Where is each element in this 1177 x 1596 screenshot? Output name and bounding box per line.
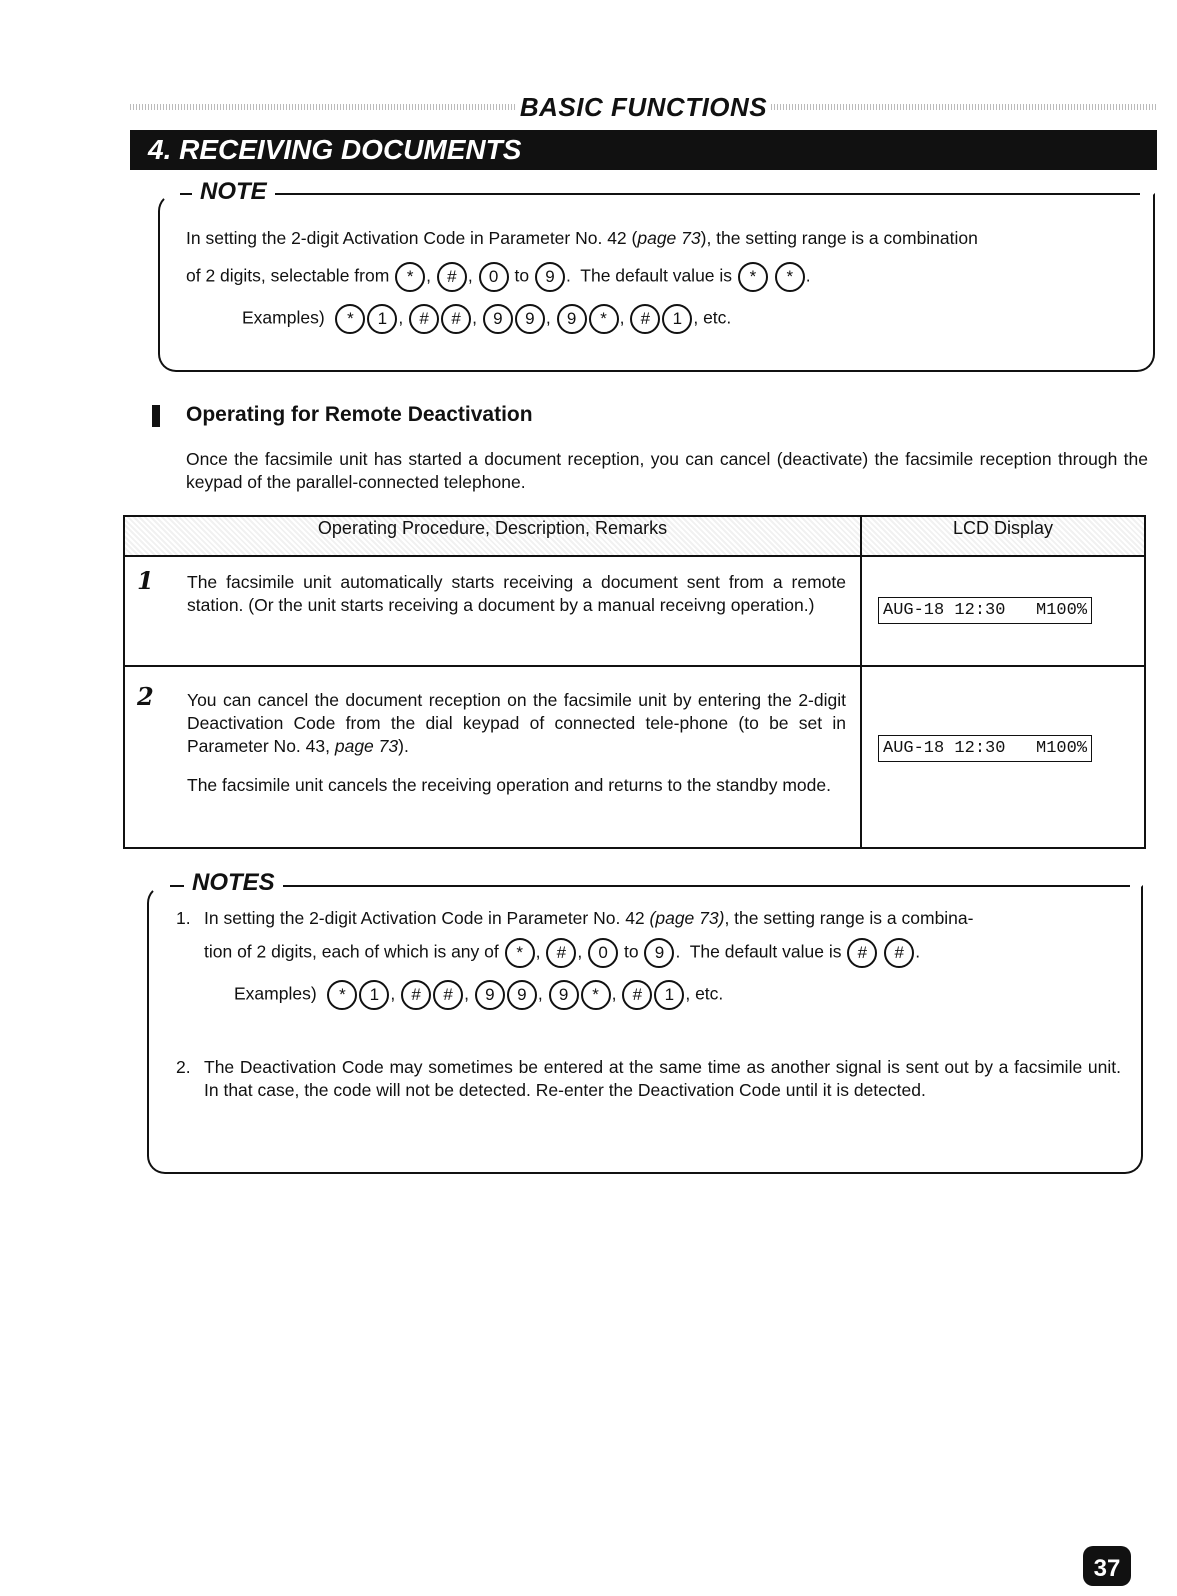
chapter-title: 4. RECEIVING DOCUMENTS xyxy=(130,130,1157,170)
text: In setting the 2-digit Activation Code in Parameter No. 42 ( xyxy=(186,228,638,248)
text: Examples) xyxy=(234,983,317,1004)
note-text: In setting the 2-digit Activation Code in Parameter No. 42 (page 73), the setting range is a combination of 2 digits, selectable from * , # , 0 to 9 . The default value is * * . Examples) * 1 , # # , 9 9 , 9 * , # 1 , etc. xyxy=(186,226,1146,334)
key-icon: * xyxy=(335,304,365,334)
key-icon: 9 xyxy=(507,980,537,1010)
star-key-icon: * xyxy=(775,262,805,292)
text: , the setting range is a combina- xyxy=(724,908,974,928)
page-number: 37 xyxy=(1083,1546,1131,1586)
hash-key-icon: # xyxy=(437,262,467,292)
key-icon: 1 xyxy=(662,304,692,334)
key-icon: * xyxy=(581,980,611,1010)
hash-key-icon: # xyxy=(847,938,877,968)
lcd-display: AUG-18 12:30 M100% xyxy=(878,597,1092,624)
table-row xyxy=(124,666,1145,848)
running-header xyxy=(130,92,1157,122)
hash-key-icon: # xyxy=(546,938,576,968)
step-number: 2 xyxy=(137,682,154,711)
key-icon: # xyxy=(401,980,431,1010)
header-rule xyxy=(130,104,516,110)
text: ), the setting range is a combination xyxy=(700,228,978,248)
text: The default value is xyxy=(580,265,733,286)
key-icon: 9 xyxy=(549,980,579,1010)
section-intro: Once the facsimile unit has started a document reception, you can cancel (deactivate) the facsimile reception through the keypad of the parallel-connected telephone. xyxy=(186,449,1148,492)
key-icon: # xyxy=(441,304,471,334)
step-number: 1 xyxy=(137,566,154,595)
examples-row: Examples) * 1 , # # , 9 9 , 9 * , # 1 , etc. xyxy=(186,304,1146,334)
note-item xyxy=(176,1056,1121,1102)
key-icon: 9 xyxy=(557,304,587,334)
lcd-display: AUG-18 12:30 M100% xyxy=(878,735,1092,762)
text: of 2 digits, selectable from xyxy=(186,265,390,286)
key-icon: 1 xyxy=(359,980,389,1010)
step-result-text: The facsimile unit cancels the receiving operation and returns to the standby mode. xyxy=(187,775,831,795)
key-icon: # xyxy=(630,304,660,334)
key-icon: 9 xyxy=(483,304,513,334)
column-header: Operating Procedure, Description, Remarks xyxy=(124,516,861,556)
item-number: 2. xyxy=(176,1057,191,1077)
text: tion of 2 digits, each of which is any of xyxy=(204,941,499,962)
star-key-icon: * xyxy=(738,262,768,292)
key-icon: # xyxy=(622,980,652,1010)
table-header-row xyxy=(124,516,1145,556)
item-number: 1. xyxy=(176,908,191,928)
key-icon: # xyxy=(409,304,439,334)
zero-key-icon: 0 xyxy=(479,262,509,292)
note-label: NOTE xyxy=(192,178,275,206)
text: You can cancel the document reception on the facsimile unit by entering the 2-digit Deactivation Code from the dial keypad of connected tele-phone (to be set in Parameter No. 43, xyxy=(187,690,846,756)
text: , etc. xyxy=(693,307,732,328)
page-ref: page 73 xyxy=(637,228,701,248)
nine-key-icon: 9 xyxy=(535,262,565,292)
text: , etc. xyxy=(685,983,724,1004)
key-icon: * xyxy=(589,304,619,334)
text: The default value is xyxy=(689,941,842,962)
nine-key-icon: 9 xyxy=(644,938,674,968)
notes-label: NOTES xyxy=(184,869,283,897)
text: In setting the 2-digit Activation Code in Parameter No. 42 xyxy=(204,908,650,928)
key-icon: 1 xyxy=(654,980,684,1010)
page-ref: page 73 xyxy=(334,736,399,756)
zero-key-icon: 0 xyxy=(588,938,618,968)
text: to xyxy=(623,941,639,962)
key-icon: 9 xyxy=(475,980,505,1010)
text: Examples) xyxy=(242,307,325,328)
step-text xyxy=(187,689,846,758)
page-ref: (page 73) xyxy=(649,908,725,928)
examples-row: Examples) * 1 , # # , 9 9 , 9 * , # 1 , etc. xyxy=(204,980,1121,1010)
key-icon: 1 xyxy=(367,304,397,334)
column-header: LCD Display xyxy=(861,516,1145,556)
section-title: Operating for Remote Deactivation xyxy=(186,403,533,426)
hash-key-icon: # xyxy=(884,938,914,968)
text: ). xyxy=(398,736,409,756)
step-text: The facsimile unit automatically starts receiving a document sent from a remote station. (Or the unit starts receiving a document by a manual receivng operation.) xyxy=(187,572,846,615)
key-icon: 9 xyxy=(515,304,545,334)
key-icon: # xyxy=(433,980,463,1010)
text: to xyxy=(514,265,530,286)
procedure-table xyxy=(123,515,1146,849)
key-icon: * xyxy=(327,980,357,1010)
star-key-icon: * xyxy=(505,938,535,968)
note-item: 1. In setting the 2-digit Activation Code in Parameter No. 42 (page 73), the setting range is a combina- tion of 2 digits, each of which is any of * , # , 0 to 9 . The default value is # # . Examples) * 1 , # # , 9 9 , 9 * , # 1 , etc. xyxy=(176,906,1121,1010)
header-rule xyxy=(771,104,1157,110)
section-marker-icon xyxy=(152,405,160,427)
table-row xyxy=(124,556,1145,666)
star-key-icon: * xyxy=(395,262,425,292)
notes-list xyxy=(176,906,1121,1102)
text: The Deactivation Code may sometimes be entered at the same time as another signal is sent out by a facsimile unit. In that case, the code will not be detected. Re-enter the Deactivation Code until it is detected. xyxy=(204,1057,1121,1100)
section-header: BASIC FUNCTIONS xyxy=(519,91,768,122)
